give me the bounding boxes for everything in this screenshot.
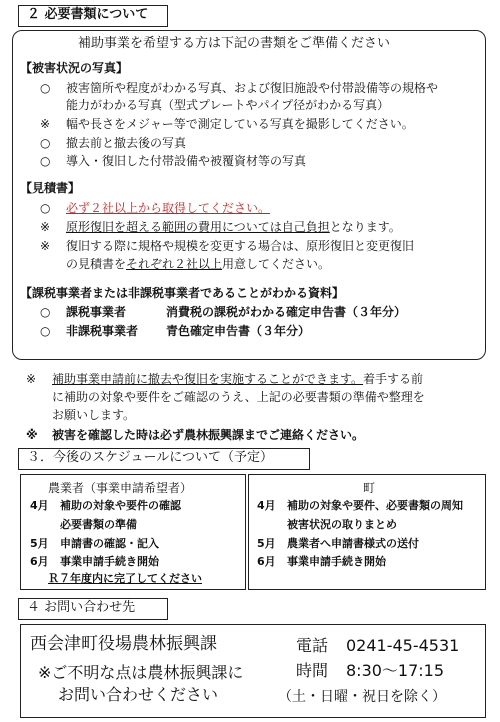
note-1-mark: ※ — [26, 372, 37, 386]
farmer-row-3-text: 申請書の確認・記入 — [60, 537, 159, 550]
town-row-1-text: 補助の対象や要件、必要書類の周知 — [287, 499, 463, 512]
farmer-row-2-text: 必要書類の準備 — [60, 518, 137, 531]
estimate-item-2-mark: ※ — [40, 220, 51, 234]
estimate-item-3-line-2-a: の見積書を — [66, 257, 127, 271]
photos-item-2-line-1: 幅や長さをメジャー等で測定している写真を撮影してください。 — [66, 117, 414, 131]
town-row-3-month: 5月 — [257, 537, 276, 550]
estimate-item-3-line-2-b: 用意してください。 — [222, 257, 331, 271]
photos-item-3-line-1: 撤去前と撤去後の写真 — [66, 136, 187, 150]
town-row-4-month: 6月 — [257, 555, 276, 568]
contact-closed-days: （土・日曜・祝日を除く） — [278, 689, 446, 705]
estimate-item-3-line-1: 復旧する際に規格や規模を変更する場合は、原形復旧と変更復旧 — [66, 239, 415, 253]
photos-item-1-mark: ○ — [40, 81, 51, 95]
section3-header: ３．今後のスケジュールについて（予定） — [18, 448, 310, 470]
tax-item-1-who: 課税事業者 — [66, 305, 127, 319]
farmer-row-3-month: 5月 — [30, 537, 49, 550]
farmer-row-4-month: 6月 — [30, 555, 49, 568]
estimate-item-2 — [66, 219, 401, 235]
photos-item-4-mark: ○ — [40, 154, 51, 168]
estimate-item-2-rest: となります。 — [329, 220, 401, 234]
farmer-row-1-text: 補助の対象や要件の確認 — [60, 499, 181, 512]
note-2-mark: ※ — [26, 428, 38, 442]
tax-item-2-doc: 青色確定申告書（３年分） — [166, 324, 311, 338]
photos-item-3-mark: ○ — [40, 136, 51, 150]
farmer-row-4-text: 事業申請手続き開始 — [60, 555, 159, 568]
contact-note-line-1: ※ご不明な点は農林振興課に — [38, 663, 244, 682]
note-1-underlined: 補助事業申請前に撤去や復旧を実施することができます。 — [52, 372, 364, 386]
contact-office-name: 西会津町役場農林振興課 — [30, 634, 217, 654]
contact-hours-label: 時間 — [296, 661, 329, 680]
estimate-item-3-mark: ※ — [40, 239, 51, 253]
photos-item-2-mark: ※ — [40, 117, 51, 131]
photos-item-1-line-2: 能力がわかる写真（型式プレートやパイプ径がわかる写真） — [66, 98, 390, 112]
note-1-line-1 — [52, 371, 423, 387]
contact-phone-label: 電話 — [296, 636, 329, 655]
required-documents-intro: 補助事業を希望する方は下記の書類をご準備ください — [78, 36, 391, 51]
farmer-row-1-month: 4月 — [30, 499, 49, 512]
town-row-2-text: 被害状況の取りまとめ — [287, 518, 397, 531]
estimate-item-3-line-2-underlined: それぞれ２社以上 — [126, 257, 223, 271]
photos-heading: 【被害状況の写真】 — [20, 61, 129, 75]
town-schedule-title: 町 — [363, 481, 376, 495]
tax-heading: 【課税事業者または非課税事業者であることがわかる資料】 — [20, 286, 345, 300]
tax-item-2-who: 非課税事業者 — [66, 324, 139, 338]
estimate-heading: 【見積書】 — [20, 181, 81, 195]
contact-hours: 8:30～17:15 — [346, 661, 445, 680]
photos-item-4-line-1: 導入・復旧した付帯設備や被覆資材等の写真 — [66, 154, 307, 168]
tax-item-2-mark: ○ — [40, 324, 51, 338]
note-1-line-3: お願いします。 — [52, 408, 136, 422]
note-2: 被害を確認した時は必ず農林振興課までご連絡ください。 — [52, 428, 365, 442]
tax-item-1-mark: ○ — [40, 305, 51, 319]
estimate-item-1-mark: ○ — [40, 201, 51, 215]
town-row-3-text: 農業者へ申請書様式の送付 — [287, 537, 419, 550]
farmer-schedule-title: 農業者（事業申請希望者） — [48, 481, 193, 495]
town-row-4-text: 事業申請手続き開始 — [287, 555, 386, 568]
estimate-item-1: 必ず２社以上から取得してください。 — [66, 201, 271, 215]
contact-note-line-2: お問い合わせください — [58, 685, 219, 704]
estimate-item-2-underlined: 原形復旧を超える範囲の費用については自己負担 — [66, 220, 330, 234]
estimate-item-3-line-2 — [66, 256, 330, 272]
town-row-1-month: 4月 — [257, 499, 276, 512]
farmer-row-5-text: Ｒ７年度内に完了してください — [48, 572, 202, 585]
section4-header: ４ お問い合わせ先 — [18, 598, 168, 620]
photos-item-1-line-1: 被害箇所や程度がわかる写真、および復旧施設や付帯設備等の規格や — [66, 81, 439, 95]
section2-header: ２ 必要書類について — [18, 5, 168, 27]
note-1-rest: 着手する前 — [363, 372, 424, 386]
contact-phone: 0241-45-4531 — [346, 636, 460, 655]
note-1-line-2: に補助の対象や要件をご確認のうえ、上記の必要書類の準備や整理を — [52, 390, 425, 404]
tax-item-1-doc: 消費税の課税がわかる確定申告書（３年分） — [166, 305, 407, 319]
